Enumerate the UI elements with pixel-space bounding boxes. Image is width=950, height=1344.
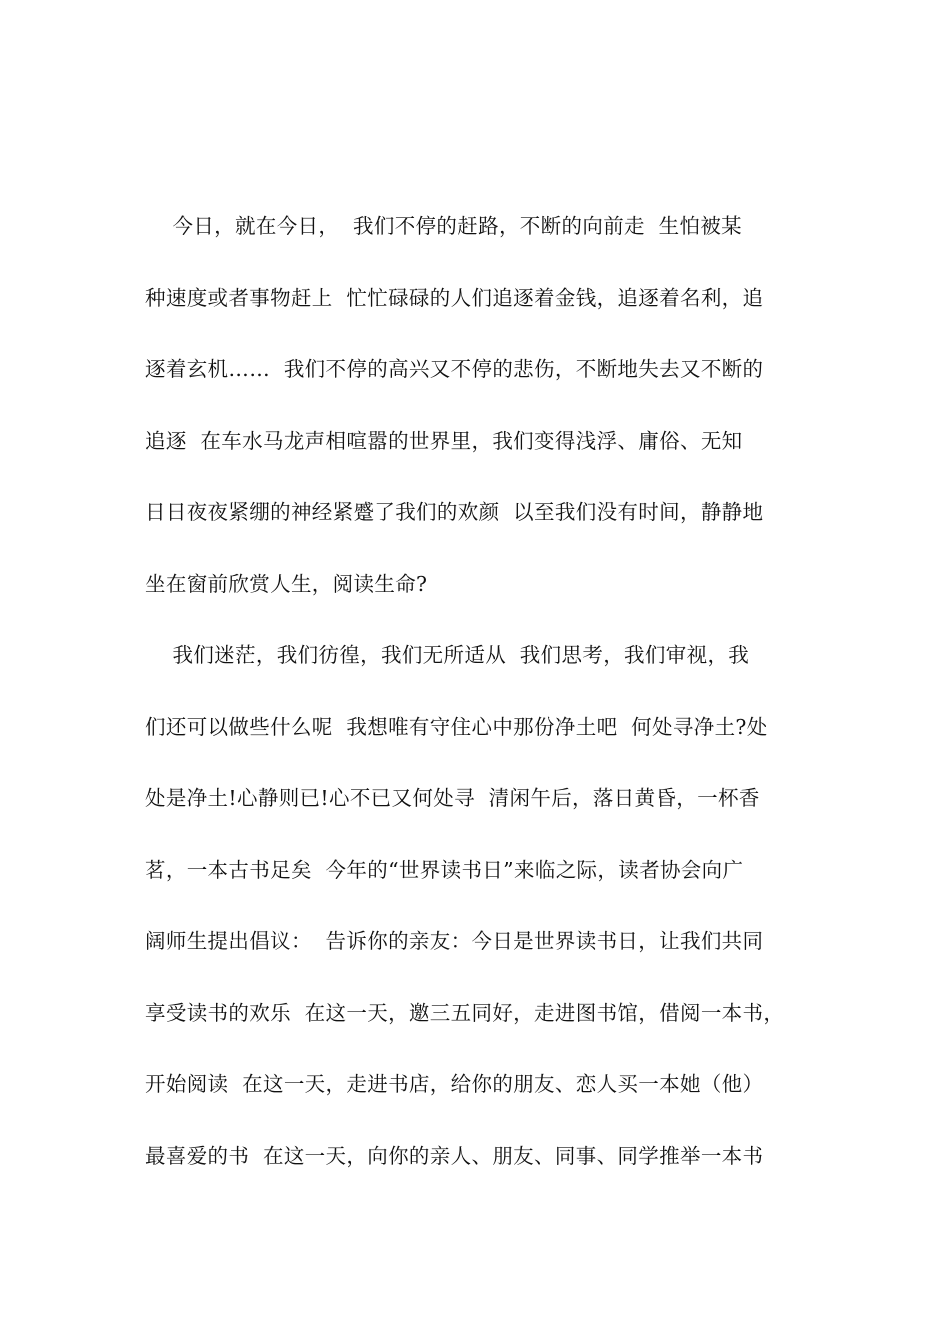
text-line: 逐着玄机…… 我们不停的高兴又不停的悲伤，不断地失去又不断的 bbox=[145, 357, 764, 381]
text-line: 开始阅读 在这一天，走进书店，给你的朋友、恋人买一本她（他） bbox=[145, 1072, 764, 1096]
text-line: 享受读书的欢乐 在这一天，邀三五同好，走进图书馆，借阅一本书， bbox=[145, 1000, 785, 1025]
text-line: 处是净土!心静则已!心不已又何处寻 清闲午后，落日黄昏，一杯香 bbox=[145, 786, 760, 810]
text-line: 茗，一本古书足矣 今年的“世界读书日”来临之际，读者协会向广 bbox=[145, 857, 744, 882]
text-line: 追逐 在车水马龙声相喧嚣的世界里，我们变得浅浮、庸俗、无知 bbox=[145, 428, 743, 453]
text-line: 最喜爱的书 在这一天，向你的亲人、朋友、同事、同学推举一本书 bbox=[145, 1143, 764, 1168]
body-text bbox=[145, 202, 815, 1203]
text-line: 阔师生提出倡议： 告诉你的亲友：今日是世界读书日，让我们共同 bbox=[145, 929, 764, 953]
text-line: 种速度或者事物赶上 忙忙碌碌的人们追逐着金钱，追逐着名利，追 bbox=[145, 285, 764, 310]
text-line: 坐在窗前欣赏人生，阅读生命? bbox=[145, 571, 428, 596]
text-line: 我们迷茫，我们彷徨，我们无所适从 我们思考，我们审视，我 bbox=[145, 643, 750, 667]
text-line: 们还可以做些什么呢 我想唯有守住心中那份净土吧 何处寻净土?处 bbox=[145, 714, 768, 739]
text-line: 今日，就在今日， 我们不停的赶路，不断的向前走 生怕被某 bbox=[145, 214, 743, 238]
text-line: 日日夜夜紧绷的神经紧蹙了我们的欢颜 以至我们没有时间，静静地 bbox=[145, 500, 764, 524]
